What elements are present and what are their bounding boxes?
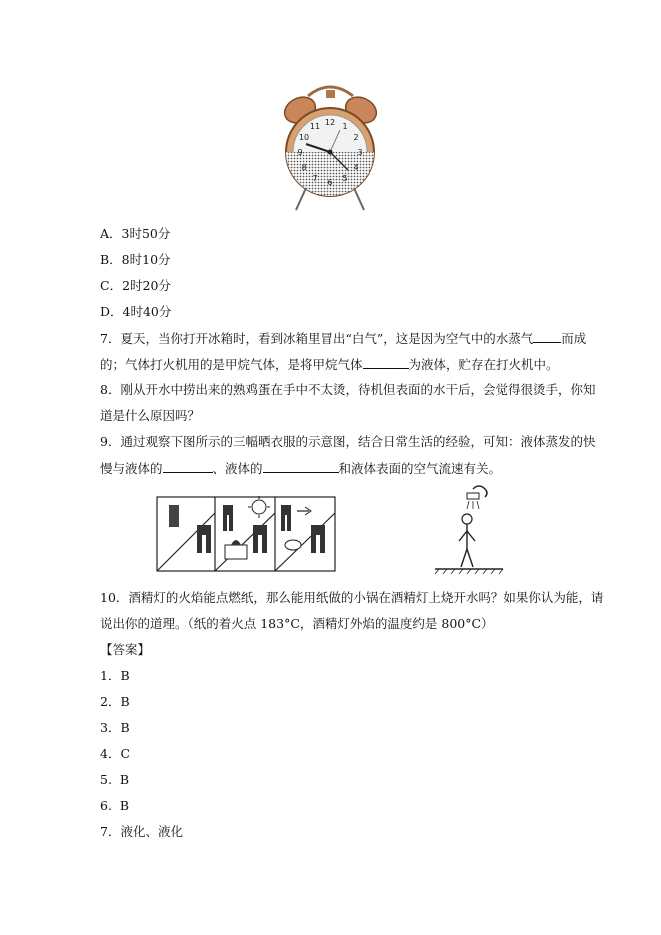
drying-clothes-figure <box>155 483 505 575</box>
clock-numeral: 11 <box>309 122 321 131</box>
clock-numeral: 2 <box>353 133 359 142</box>
clock-numeral: 8 <box>301 163 307 172</box>
question-9-line2: 慢与液体的 、液体的 和液体表面的空气流速有关。 <box>100 461 502 476</box>
option-a: A．3时50分 <box>100 226 171 241</box>
answer-blank[interactable] <box>263 460 339 473</box>
question-9-line1: 9．通过观察下图所示的三幅晒衣服的示意图，结合日常生活的经验，可知：液体蒸发的快 <box>100 434 596 449</box>
clock-numeral: 1 <box>342 122 348 131</box>
clock-numeral: 9 <box>297 148 303 157</box>
question-10-line2: 说出你的道理。（纸的着火点 183°C，酒精灯外焰的温度约是 800°C） <box>100 616 494 631</box>
clock-numeral: 12 <box>324 118 336 127</box>
question-7-line2: 的；气体打火机用的是甲烷气体，是将甲烷气体 为液体，贮存在打火机中。 <box>100 357 559 372</box>
clock-numeral: 6 <box>327 178 333 187</box>
question-7-line1: 7．夏天，当你打开冰箱时，看到冰箱里冒出“白气”，这是因为空气中的水蒸气 而成 <box>100 331 587 346</box>
option-c: C．2时20分 <box>100 278 171 293</box>
clock-numeral: 7 <box>312 174 318 183</box>
alarm-clock-figure <box>278 82 383 214</box>
question-8-line2: 道是什么原因吗？ <box>100 408 201 423</box>
answer-blank[interactable] <box>163 460 213 473</box>
option-d: D．4时40分 <box>100 304 172 319</box>
question-8-line1: 8．刚从开水中捞出来的熟鸡蛋在手中不太烫，待机但表面的水干后，会觉得很烫手，你知 <box>100 382 596 397</box>
answer-item: 4．C <box>100 746 131 761</box>
answer-item: 3．B <box>100 720 130 735</box>
answer-item: 1．B <box>100 668 130 683</box>
answer-blank[interactable] <box>533 330 561 343</box>
clock-numeral: 3 <box>357 148 363 157</box>
answers-heading: 【答案】 <box>100 642 151 657</box>
clock-numeral: 5 <box>342 174 348 183</box>
answer-blank[interactable] <box>363 356 409 369</box>
question-10-line1: 10．酒精灯的火焰能点燃纸，那么能用纸做的小锅在酒精灯上烧开水吗？如果你认为能，请 <box>100 590 604 605</box>
clock-numeral: 10 <box>298 133 310 142</box>
answer-item: 5. B <box>100 772 130 787</box>
option-b: B．8时10分 <box>100 252 171 267</box>
answer-item: 7．液化、液化 <box>100 824 183 839</box>
answer-item: 2．B <box>100 694 130 709</box>
answer-item: 6. B <box>100 798 130 813</box>
clock-numeral: 4 <box>353 163 359 172</box>
